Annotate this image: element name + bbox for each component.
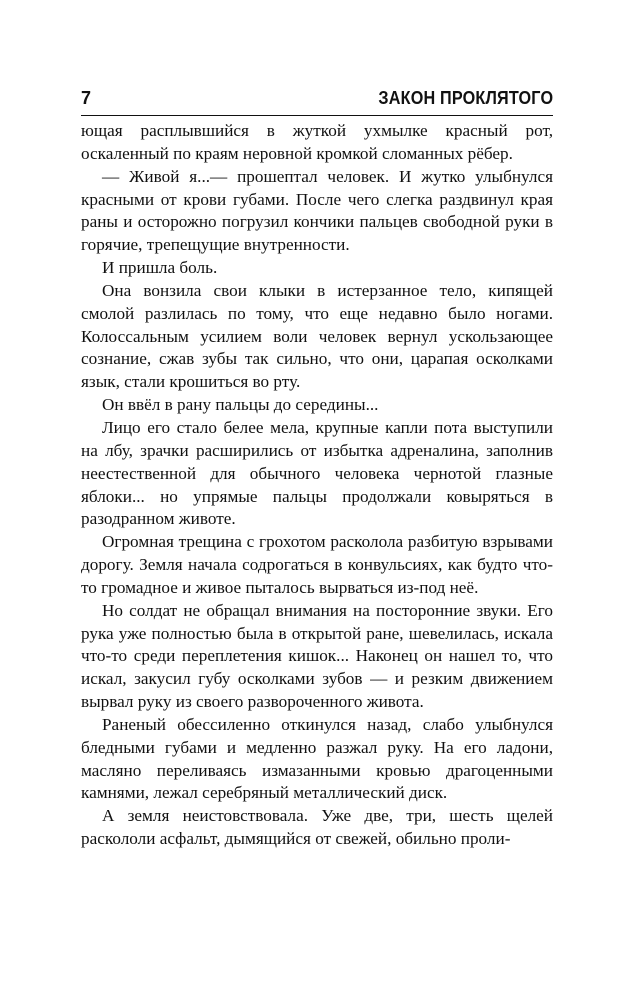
paragraph: Она вонзила свои клыки в истерзанное тело, кипящей смолой разлилась по тому, что еще недавно было ногами. Колоссальным усилием воли человек вернул ускользающее сознание, сжав зубы так сильно, что они, царапая осколками язык, стали крошиться во рту. [81, 280, 553, 392]
book-title: ЗАКОН ПРОКЛЯТОГО [378, 88, 553, 108]
paragraph: — Живой я...— прошептал человек. И жутко улыбнулся красными от крови губами. После чего слегка раздвинул края раны и осторожно погрузил кончики пальцев свободной руки в горячие, трепещущие внутренности. [81, 166, 553, 255]
paragraph: ющая расплывшийся в жуткой ухмылке красный рот, оскаленный по краям неровной кромкой сломанных рёбер. [81, 121, 553, 163]
book-page [81, 88, 553, 851]
paragraph: А земля неистовствовала. Уже две, три, шесть щелей раскололи асфальт, дымящийся от свежей, обильно проли- [81, 806, 553, 849]
paragraph: Но солдат не обращал внимания на посторонние звуки. Его рука уже полностью была в открытой ране, шевелилась, искала что-то среди переплетения кишок... Наконец он нашел то, что искал, закусил губу осколками зубов — и резким движением вырвал руку из своего развороченного живота. [81, 600, 553, 712]
page-number: 7 [81, 88, 92, 108]
paragraph: И пришла боль. [102, 258, 218, 278]
paragraph: Он ввёл в рану пальцы до середины... [102, 395, 379, 415]
running-header [81, 88, 553, 116]
paragraph: Раненый обессиленно откинулся назад, слабо улыбнулся бледными губами и медленно разжал руку. На его ладони, масляно переливаясь измазанными кровью драгоценными камнями, лежал серебряный металлический диск. [81, 714, 553, 803]
paragraph: Огромная трещина с грохотом расколола разбитую взрывами дорогу. Земля начала содрогаться в конвульсиях, как будто что-то громадное и живое пыталось вырваться из-под неё. [81, 532, 553, 597]
body-text [81, 120, 553, 851]
paragraph: Лицо его стало белее мела, крупные капли пота выступили на лбу, зрачки расширились от избытка адреналина, заполнив неестественной для обычного человека чернотой глазные яблоки... но упрямые пальцы продолжали ковыряться в разодранном животе. [81, 417, 553, 529]
